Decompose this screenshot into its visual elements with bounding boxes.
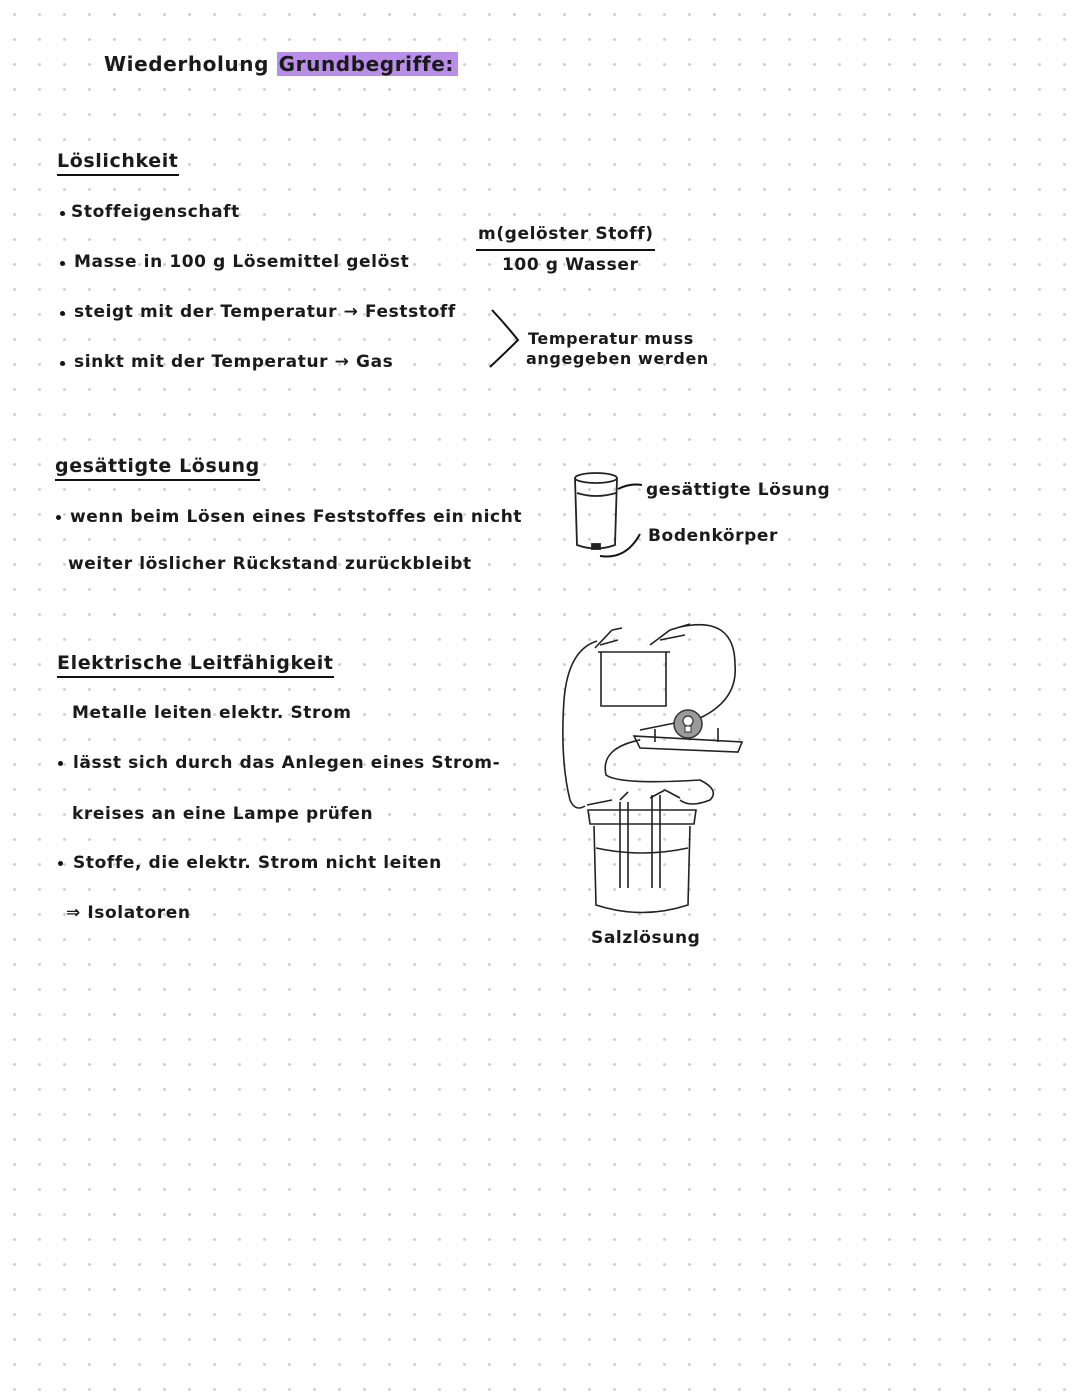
leitfaehigkeit-line5: ⇒ Isolatoren — [66, 903, 191, 923]
leitfaehigkeit-line3: kreises an eine Lampe prüfen — [72, 804, 374, 824]
gesaettigt-line2: weiter löslicher Rückstand zurückbleibt — [68, 554, 472, 574]
leitfaehigkeit-line1: Metalle leiten elektr. Strom — [72, 703, 352, 723]
loeslichkeit-item-1: Stoffeigenschaft — [71, 202, 240, 222]
beaker-drawing — [575, 473, 617, 549]
title-part1: Wiederholung — [104, 52, 270, 76]
leitfaehigkeit-line4: Stoffe, die elektr. Strom nicht leiten — [73, 853, 442, 873]
title-highlight: Grundbegriffe: — [277, 52, 458, 76]
heading-elektrische-leitfaehigkeit: Elektrische Leitfähigkeit — [57, 652, 334, 678]
label-salzloesung: Salzlösung — [591, 928, 701, 948]
temperature-note-line1: Temperatur muss — [528, 329, 694, 348]
label-bodenkoerper: Bodenkörper — [648, 526, 779, 546]
loeslichkeit-item-3: steigt mit der Temperatur → Feststoff — [74, 302, 456, 322]
heading-loeslichkeit: Löslichkeit — [57, 150, 179, 176]
fraction-numerator: m(gelöster Stoff) — [478, 224, 654, 244]
loeslichkeit-item-4: sinkt mit der Temperatur → Gas — [74, 352, 394, 372]
lamp-glass — [683, 716, 693, 726]
leitfaehigkeit-line2: lässt sich durch das Anlegen eines Strom- — [73, 753, 501, 773]
circuit-drawing — [563, 624, 742, 913]
gesaettigt-line1: wenn beim Lösen eines Feststoffes ein nicht — [70, 507, 523, 527]
lamp-socket — [685, 726, 691, 732]
temperature-note-line2: angegeben werden — [526, 349, 709, 368]
arrow-line-solution — [618, 485, 642, 490]
loeslichkeit-item-2: Masse in 100 g Lösemittel gelöst — [74, 252, 410, 272]
fraction-denominator: 100 g Wasser — [502, 255, 639, 275]
heading-gesaettigte-loesung: gesättigte Lösung — [55, 455, 260, 481]
arrow-line-sediment — [600, 534, 640, 557]
brace — [490, 310, 518, 367]
label-gesaettigte-loesung: gesättigte Lösung — [646, 480, 831, 500]
